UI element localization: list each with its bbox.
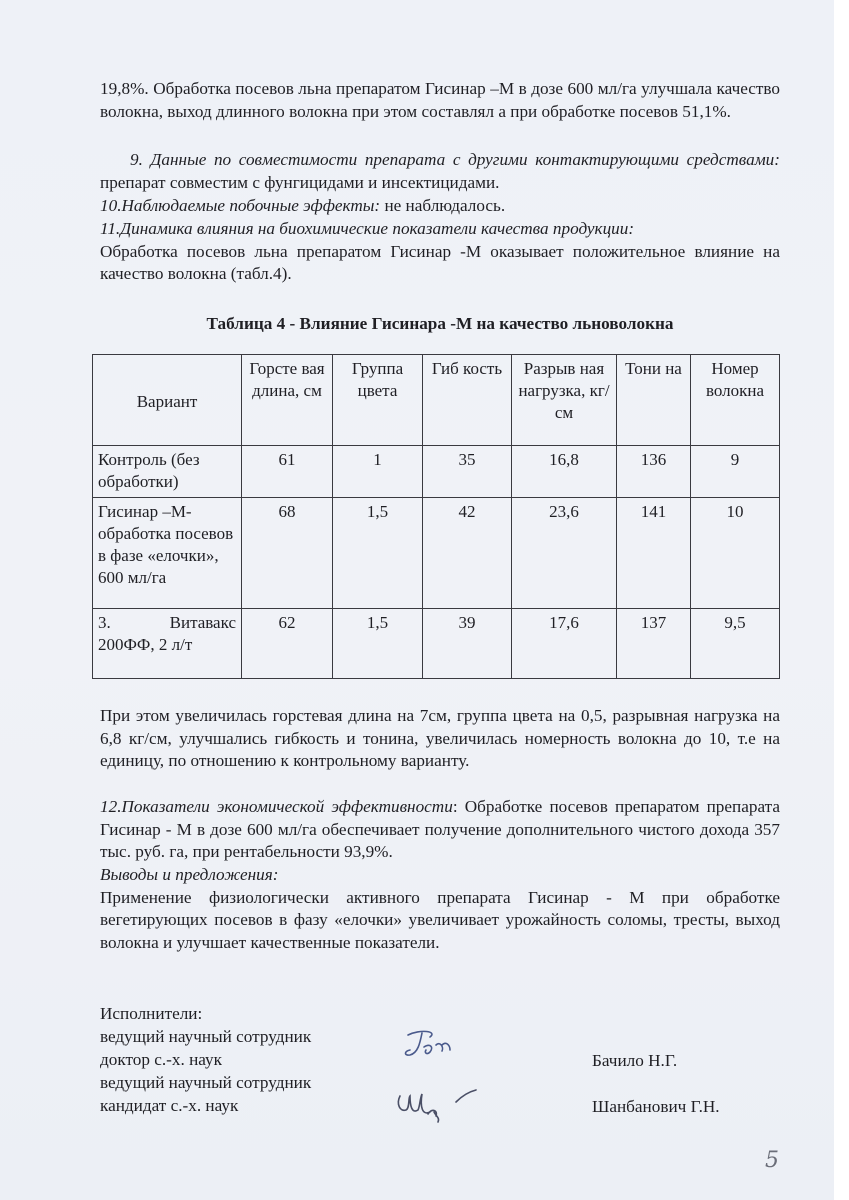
column-header: Номер волокна (691, 355, 780, 446)
person1-name: Бачило Н.Г. (592, 1051, 678, 1070)
person2-position: ведущий научный сотрудник (100, 1073, 312, 1092)
paragraph-side-effects (100, 195, 780, 218)
column-header: Гиб кость (423, 355, 512, 446)
page-number: 5 (765, 1148, 779, 1173)
section-text-9: препарат совместим с фунгицидами и инсектицидами. (100, 172, 500, 192)
paragraph-biochemical (100, 218, 780, 286)
table-caption: Таблица 4 - Влияние Гисинара -М на качество льноволокна (206, 314, 674, 333)
section-label-9: 9. Данные по совместимости препарата с другими контактирующими средствами: (130, 150, 780, 169)
column-header: Тони на (617, 355, 691, 446)
column-header: Вариант (93, 355, 242, 446)
person2-degree: кандидат с.-х. наук (100, 1096, 239, 1115)
section-text-12: : Обработке посевов препаратом препарата Гисинар - М в дозе 600 мл/га обеспечивает получение дополнительного чистого дохода 357 тыс. руб. га, при рентабельности 93,9%. (100, 797, 780, 862)
person1-position: ведущий научный сотрудник (100, 1027, 312, 1046)
paragraph-text: 19,8%. Обработка посевов льна препаратом Гисинар –М в дозе 600 мл/га улучшала качество волокна, выход длинного волокна при этом составлял а при обработке посевов 51,1%. (100, 79, 780, 121)
table-cell: 42 (423, 498, 512, 609)
table-cell: 9 (691, 446, 780, 498)
person2-signature (392, 1088, 492, 1134)
table-cell: 136 (617, 446, 691, 498)
column-header: Горсте вая длина, см (242, 355, 333, 446)
table-cell: 23,6 (512, 498, 617, 609)
paragraph-compatibility (100, 149, 780, 194)
paragraph-quality-summary (100, 705, 780, 773)
person1-signature (400, 1025, 470, 1070)
table-cell: 1,5 (333, 609, 423, 679)
section-text-10: не наблюдалось. (380, 196, 506, 215)
table-cell: 35 (423, 446, 512, 498)
conclusions-text: Применение физиологически активного препарата Гисинар - М при обработке вегетирующих посевов в фазу «елочки» увеличивает урожайность соломы, тресты, выход волокна и улучшает качественные показатели. (100, 887, 780, 952)
person1-degree: доктор с.-х. наук (100, 1050, 222, 1069)
column-header: Группа цвета (333, 355, 423, 446)
paragraph-economic (100, 796, 780, 864)
table-cell: 10 (691, 498, 780, 609)
paragraph-text: При этом увеличилась горстевая длина на 7см, группа цвета на 0,5, разрывная нагрузка на 6,8 кг/см, улучшались гибкость и тонина, увеличилась номерность волокна до 10, т.е на единицу, по отношению к контрольному варианту. (100, 706, 780, 771)
paragraph-conclusions (100, 864, 780, 954)
table-cell: 61 (242, 446, 333, 498)
table-cell: 17,6 (512, 609, 617, 679)
table-cell: 39 (423, 609, 512, 679)
section-label-12: 12.Показатели экономической эффективности (100, 797, 453, 816)
table-cell: 62 (242, 609, 333, 679)
table-cell: 1,5 (333, 498, 423, 609)
table-cell: 9,5 (691, 609, 780, 679)
section-label-10: 10.Наблюдаемые побочные эффекты: (100, 196, 381, 215)
table-cell-variant: Контроль (без обработки) (93, 446, 242, 498)
paragraph-yield-result (100, 78, 780, 123)
conclusions-heading: Выводы и предложения: (100, 865, 279, 884)
table-cell: 16,8 (512, 446, 617, 498)
table-cell: 137 (617, 609, 691, 679)
fiber-quality-table (92, 354, 780, 679)
person2-name: Шанбанович Г.Н. (592, 1097, 720, 1116)
table-row (93, 498, 780, 609)
column-header: Разрыв ная нагрузка, кг/см (512, 355, 617, 446)
table-row (93, 446, 780, 498)
table-row (93, 609, 780, 679)
table-cell: 68 (242, 498, 333, 609)
table-cell-variant: Гисинар –М-обработка посевов в фазе «елочки», 600 мл/га (93, 498, 242, 609)
table-cell: 1 (333, 446, 423, 498)
table-header-row (93, 355, 780, 446)
table-cell-variant: 3. Витавакс 200ФФ, 2 л/т (93, 609, 242, 679)
executors-heading: Исполнители: (100, 1004, 203, 1023)
section-label-11: 11.Динамика влияния на биохимические показатели качества продукции: (100, 219, 635, 238)
section-text-11: Обработка посевов льна препаратом Гисинар -М оказывает положительное влияние на качество волокна (табл.4). (100, 241, 780, 284)
table-cell: 141 (617, 498, 691, 609)
